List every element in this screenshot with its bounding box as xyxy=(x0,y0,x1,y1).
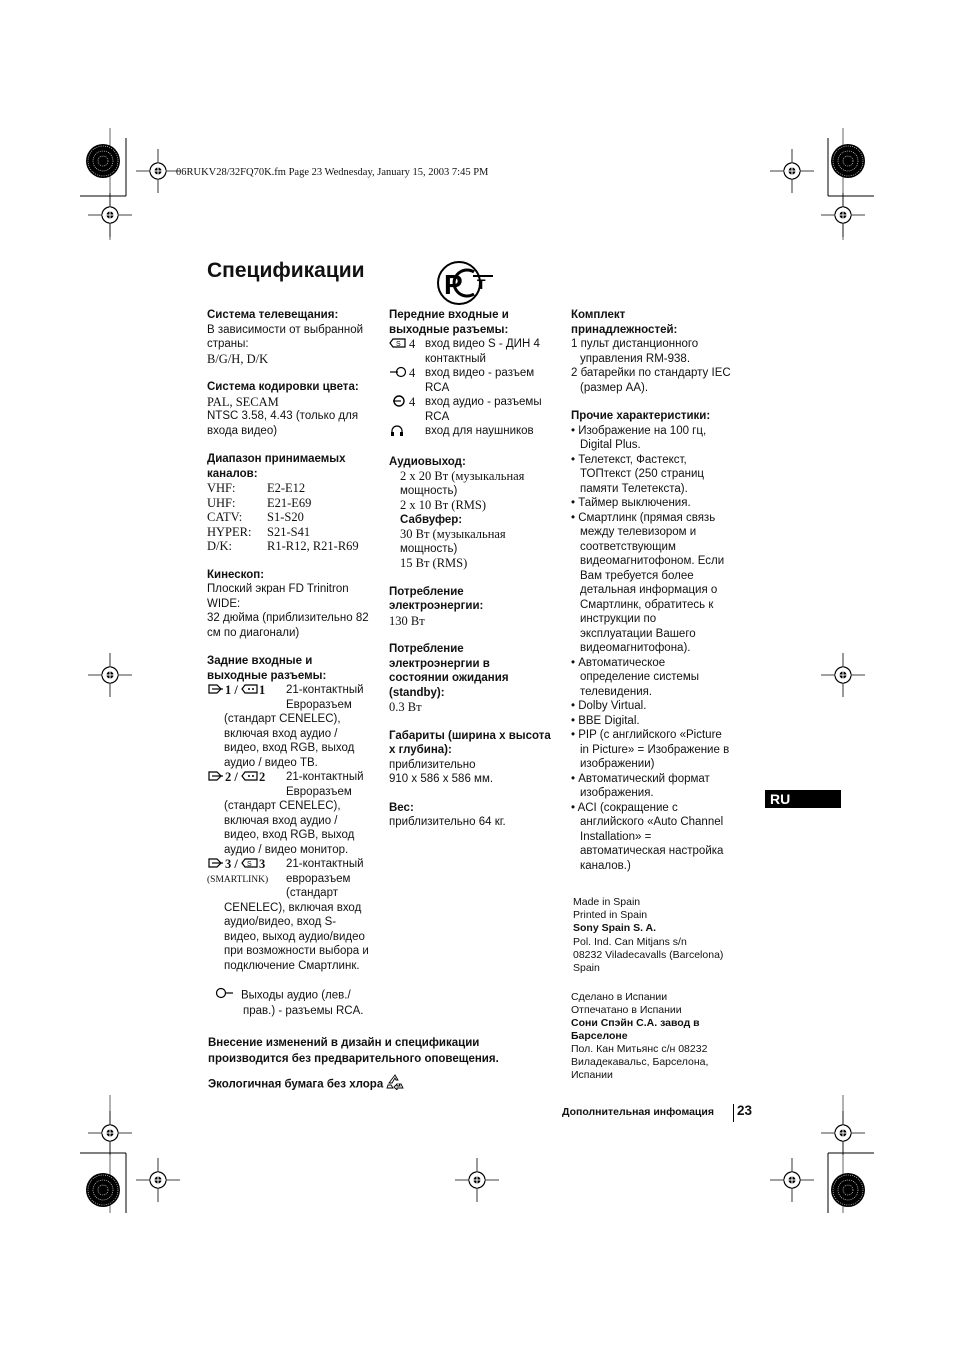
connector-desc: 21-контактный xyxy=(286,858,364,870)
manufacturer-name: Сони Спэйн С.А. завод в xyxy=(571,1017,700,1029)
manufacturer-line: Pol. Ind. Can Mitjans s/n xyxy=(573,935,687,948)
manufacturer-line: Испании xyxy=(571,1069,613,1081)
channel-row xyxy=(207,539,385,554)
notice-line: Внесение изменений в дизайн и спецификации xyxy=(208,1037,480,1049)
rear-heading: Задние входные и xyxy=(207,655,313,667)
manufacturer-block-ru xyxy=(571,991,708,1082)
connector-label: 1 / xyxy=(225,683,241,697)
manufacturer-line: Виладекавальс, Барселона, xyxy=(571,1056,709,1068)
front-item-number: 4 xyxy=(409,337,416,351)
list-item: • Телетекст, Фастекст, xyxy=(571,453,687,466)
audio-line: 2 x 10 Вт (RMS) xyxy=(400,498,487,512)
dims-line: 910 x 586 x 586 мм. xyxy=(389,773,494,785)
tube-heading: Кинескоп: xyxy=(207,568,265,581)
manufacturer-line: 08232 Viladecavalls (Barcelona) xyxy=(573,948,724,961)
tube-line: Плоский экран FD Trinitron xyxy=(207,583,349,595)
channel-range: E2-E12 xyxy=(267,481,306,495)
tube-line: см по диагонали) xyxy=(207,626,300,639)
other-heading: Прочие характеристики: xyxy=(571,410,711,422)
manufacturer-line: Отпечатано в Испании xyxy=(571,1004,682,1016)
list-item: • Автоматическое xyxy=(571,656,666,669)
channel-band: D/K: xyxy=(207,539,232,553)
list-item: соответствующим xyxy=(580,540,676,553)
list-item: между телевизором и xyxy=(580,526,697,538)
audio-in-icon xyxy=(389,395,409,411)
list-item: детальная информация о xyxy=(580,584,718,596)
connector-desc: видео, вход RGB, выход xyxy=(224,742,355,754)
channel-band: VHF: xyxy=(207,481,236,495)
audio-out-desc: Выходы аудио (лев./ xyxy=(241,989,351,1002)
footer-section: Дополнительная инфомация xyxy=(562,1106,714,1118)
channel-row xyxy=(207,525,385,540)
audio-line: мощность) xyxy=(400,542,458,555)
front-item-desc: контактный xyxy=(425,352,486,365)
page-title: Спецификации xyxy=(207,259,365,282)
list-item: автоматическая настройка xyxy=(580,845,724,857)
manufacturer-line: Made in Spain xyxy=(573,896,641,908)
channel-band: HYPER: xyxy=(207,524,252,539)
audio-line: 30 Вт (музыкальная xyxy=(400,527,506,541)
list-item: изображении) xyxy=(580,758,655,770)
connector-number: 3 xyxy=(258,857,266,871)
kit-line: 1 пульт дистанционного xyxy=(571,338,699,350)
channel-range: E21-E69 xyxy=(267,495,312,510)
connector-desc: аудио / видео ТВ. xyxy=(224,756,318,769)
dims-line: приблизительно xyxy=(389,758,476,771)
connector-number: 2 xyxy=(258,770,266,784)
manufacturer-block xyxy=(573,896,723,975)
front-heading: Передние входные и xyxy=(389,309,509,321)
front-item xyxy=(389,424,565,441)
connector-desc: (стандарт CENELEC), xyxy=(224,713,341,725)
column-3 xyxy=(571,308,751,873)
language-tab xyxy=(765,790,841,808)
channel-band: UHF: xyxy=(207,495,236,510)
scart-in-icon xyxy=(207,683,225,699)
power-heading: Потребление xyxy=(389,585,464,598)
connector-desc: 21-контактный xyxy=(286,684,364,696)
eco-paper-note xyxy=(208,1074,404,1095)
kit-line: 2 батарейки по стандарту IEC xyxy=(571,367,731,379)
list-item: Installation» = xyxy=(580,830,652,843)
rear-connector-2 xyxy=(207,770,385,799)
broadcast-heading: Система телевещания: xyxy=(207,309,339,321)
kit-line: (размер AA). xyxy=(580,381,649,394)
front-item xyxy=(389,366,565,395)
list-item: инструкции по xyxy=(580,613,657,625)
list-item: • Автоматический формат xyxy=(571,772,710,785)
column-1 xyxy=(207,308,385,1018)
connector-desc: при возможности выбора и xyxy=(224,945,369,957)
list-item: Digital Plus. xyxy=(580,439,641,451)
color-line: входа видео) xyxy=(207,424,278,437)
broadcast-line: В зависимости от выбранной xyxy=(207,323,364,336)
eco-text: Экологичная бумага без хлора xyxy=(208,1078,384,1091)
connector-desc: видео, вход RGB, выход xyxy=(224,829,355,841)
connector-desc: евроразъем xyxy=(286,872,351,885)
front-item-desc: RCA xyxy=(425,410,450,423)
list-item: телевидения. xyxy=(580,685,653,698)
svg-text:P: P xyxy=(444,269,463,300)
list-item: ТОПтекст (250 страниц xyxy=(580,468,705,480)
front-item-desc: вход для наушников xyxy=(425,425,534,437)
manufacturer-line: Printed in Spain xyxy=(573,909,648,922)
tube-line: 32 дюйма (приблизительно 82 xyxy=(207,612,369,624)
notice-block xyxy=(208,1036,499,1067)
connector-desc: 21-контактный xyxy=(286,771,364,783)
dims-heading: x глубина): xyxy=(389,744,452,756)
connector-desc: аудио / видео монитор. xyxy=(224,843,349,856)
broadcast-line: страны: xyxy=(207,338,249,350)
connector-desc: включая вход аудио / xyxy=(224,814,338,827)
standby-heading: состоянии ожидания xyxy=(389,672,509,684)
front-item-desc: вход видео - разъем xyxy=(425,367,535,379)
audio-line: 15 Вт (RMS) xyxy=(400,556,468,570)
page-number: 23 xyxy=(737,1103,753,1118)
list-item: • Изображение на 100 гц, xyxy=(571,424,707,437)
list-item: • PIP (с английского «Picture xyxy=(571,729,722,741)
connector-desc-block xyxy=(207,799,385,857)
kit-line: управления RM-938. xyxy=(580,352,691,365)
scart-in-icon xyxy=(207,857,225,873)
gost-certification-logo xyxy=(435,258,499,308)
manufacturer-name: Sony Spain S. A. xyxy=(573,922,657,935)
list-item: видеомагнитофона). xyxy=(580,642,691,654)
list-item: Вам требуется более xyxy=(580,569,694,582)
list-item: • ACI (сокращение с xyxy=(571,801,678,814)
standby-heading: (standby): xyxy=(389,686,445,699)
power-heading: электроэнергии: xyxy=(389,600,484,612)
connector-label: 2 / xyxy=(225,770,241,784)
connector-desc: включая вход аудио / xyxy=(224,727,338,740)
subwoofer-heading: Сабвуфер: xyxy=(400,513,463,526)
list-item: видеомагнитофоном. Если xyxy=(580,555,725,567)
audio-line: 2 x 20 Вт (музыкальная xyxy=(400,469,525,483)
connector-desc: (стандарт CENELEC), xyxy=(224,800,341,812)
color-line: PAL, SECAM xyxy=(207,394,279,409)
standby-heading: Потребление xyxy=(389,643,464,655)
scart-out-icon xyxy=(241,683,259,699)
list-item: in Picture» = Изображение в xyxy=(580,743,730,756)
channel-row xyxy=(207,510,385,525)
video-in-icon xyxy=(389,366,409,382)
connector-desc: видео, выход аудио/видео xyxy=(224,930,365,943)
front-item-desc: RCA xyxy=(425,381,450,394)
manufacturer-line: Spain xyxy=(573,962,600,975)
channel-row xyxy=(207,496,385,511)
list-item: • Таймер выключения. xyxy=(571,497,691,509)
channel-range: R1-R12, R21-R69 xyxy=(267,539,359,553)
front-item xyxy=(389,395,565,424)
svg-text:T: T xyxy=(477,276,486,292)
connector-desc: (стандарт xyxy=(286,887,338,899)
list-item: • BBE Digital. xyxy=(571,714,640,727)
manufacturer-line: Сделано в Испании xyxy=(571,991,668,1003)
connector-desc-block xyxy=(207,901,385,974)
channel-range: S1-S20 xyxy=(267,510,304,524)
color-line: NTSC 3.58, 4.43 (только для xyxy=(207,410,359,422)
front-item-desc: вход аудио - разъемы xyxy=(425,396,542,408)
list-item: памяти Телетекста). xyxy=(580,482,688,495)
connector-label: 3 / xyxy=(225,857,241,871)
smartlink-label: (SMARTLINK) xyxy=(207,874,269,885)
connector-number: 1 xyxy=(258,683,266,697)
standby-heading: электроэнергии в xyxy=(389,657,490,670)
weight-value: приблизительно 64 кг. xyxy=(389,816,506,828)
other-list xyxy=(571,424,751,874)
channel-range: S21-S41 xyxy=(267,524,311,539)
list-item: • Dolby Virtual. xyxy=(571,700,647,712)
manufacturer-line: Пол. Кан Митьянс с/н 08232 xyxy=(571,1043,708,1055)
list-item: английского «Auto Channel xyxy=(580,816,724,828)
s-video-in-icon xyxy=(389,337,409,353)
connector-desc: подключение Смартлинк. xyxy=(224,959,360,972)
standby-value: 0.3 Вт xyxy=(389,700,422,714)
front-item xyxy=(389,337,565,366)
broadcast-value: B/G/H, D/K xyxy=(207,351,269,366)
list-item: изображения. xyxy=(580,787,654,799)
scart-out-icon xyxy=(241,770,259,786)
rear-connector-3 xyxy=(207,857,385,901)
audio-heading: Аудиовыход: xyxy=(389,455,466,468)
front-heading: выходные разъемы: xyxy=(389,323,509,336)
connector-desc: Евроразъем xyxy=(286,698,352,711)
language-tab-label: RU xyxy=(770,791,791,807)
list-item: Смартлинк, обратитесь к xyxy=(580,598,714,611)
list-item: • Смартлинк (прямая связь xyxy=(571,511,716,524)
notice-line: производится без предварительного оповещения. xyxy=(208,1052,499,1065)
headphones-icon xyxy=(389,424,409,441)
footer-divider xyxy=(733,1104,734,1122)
svg-text:S: S xyxy=(396,341,401,349)
audio-out-icon xyxy=(215,987,241,1004)
channels-heading: каналов: xyxy=(207,467,258,480)
rear-connector-1 xyxy=(207,683,385,712)
tube-line: WIDE: xyxy=(207,597,241,610)
front-item-desc: вход видео S - ДИН 4 xyxy=(425,338,540,350)
list-item: определение системы xyxy=(580,671,699,683)
color-heading: Система кодировки цвета: xyxy=(207,381,359,393)
svg-text:S: S xyxy=(246,861,252,869)
kit-heading: Комплект xyxy=(571,309,626,321)
power-value: 130 Вт xyxy=(389,613,425,628)
manufacturer-name: Барселоне xyxy=(571,1030,628,1042)
recycle-icon xyxy=(386,1074,404,1095)
channel-row xyxy=(207,481,385,496)
rear-heading: выходные разъемы: xyxy=(207,669,327,682)
weight-heading: Вес: xyxy=(389,801,414,814)
audio-out-block xyxy=(207,987,385,1018)
channel-band: CATV: xyxy=(207,510,243,524)
dims-heading: Габариты (ширина x высота xyxy=(389,729,551,742)
kit-heading: принадлежностей: xyxy=(571,323,678,336)
connector-desc-block xyxy=(207,712,385,770)
connector-desc: аудио/видео, вход S- xyxy=(224,916,337,928)
header-line: 06RUKV28/32FQ70K.fm Page 23 Wednesday, January 15, 2003 7:45 PM xyxy=(176,167,489,178)
connector-desc: Евроразъем xyxy=(286,785,352,798)
channels-heading: Диапазон принимаемых xyxy=(207,453,346,465)
scart-in-icon xyxy=(207,770,225,786)
audio-line: мощность) xyxy=(400,484,458,497)
front-item-number: 4 xyxy=(409,395,416,409)
connector-desc: CENELEC), включая вход xyxy=(224,901,362,914)
audio-out-desc: прав.) - разъемы RCA. xyxy=(243,1004,364,1017)
list-item: эксплуатации Вашего xyxy=(580,627,696,640)
list-item: каналов.) xyxy=(580,859,631,872)
column-2 xyxy=(389,308,565,830)
s-video-icon xyxy=(241,857,259,873)
front-item-number: 4 xyxy=(409,366,416,380)
